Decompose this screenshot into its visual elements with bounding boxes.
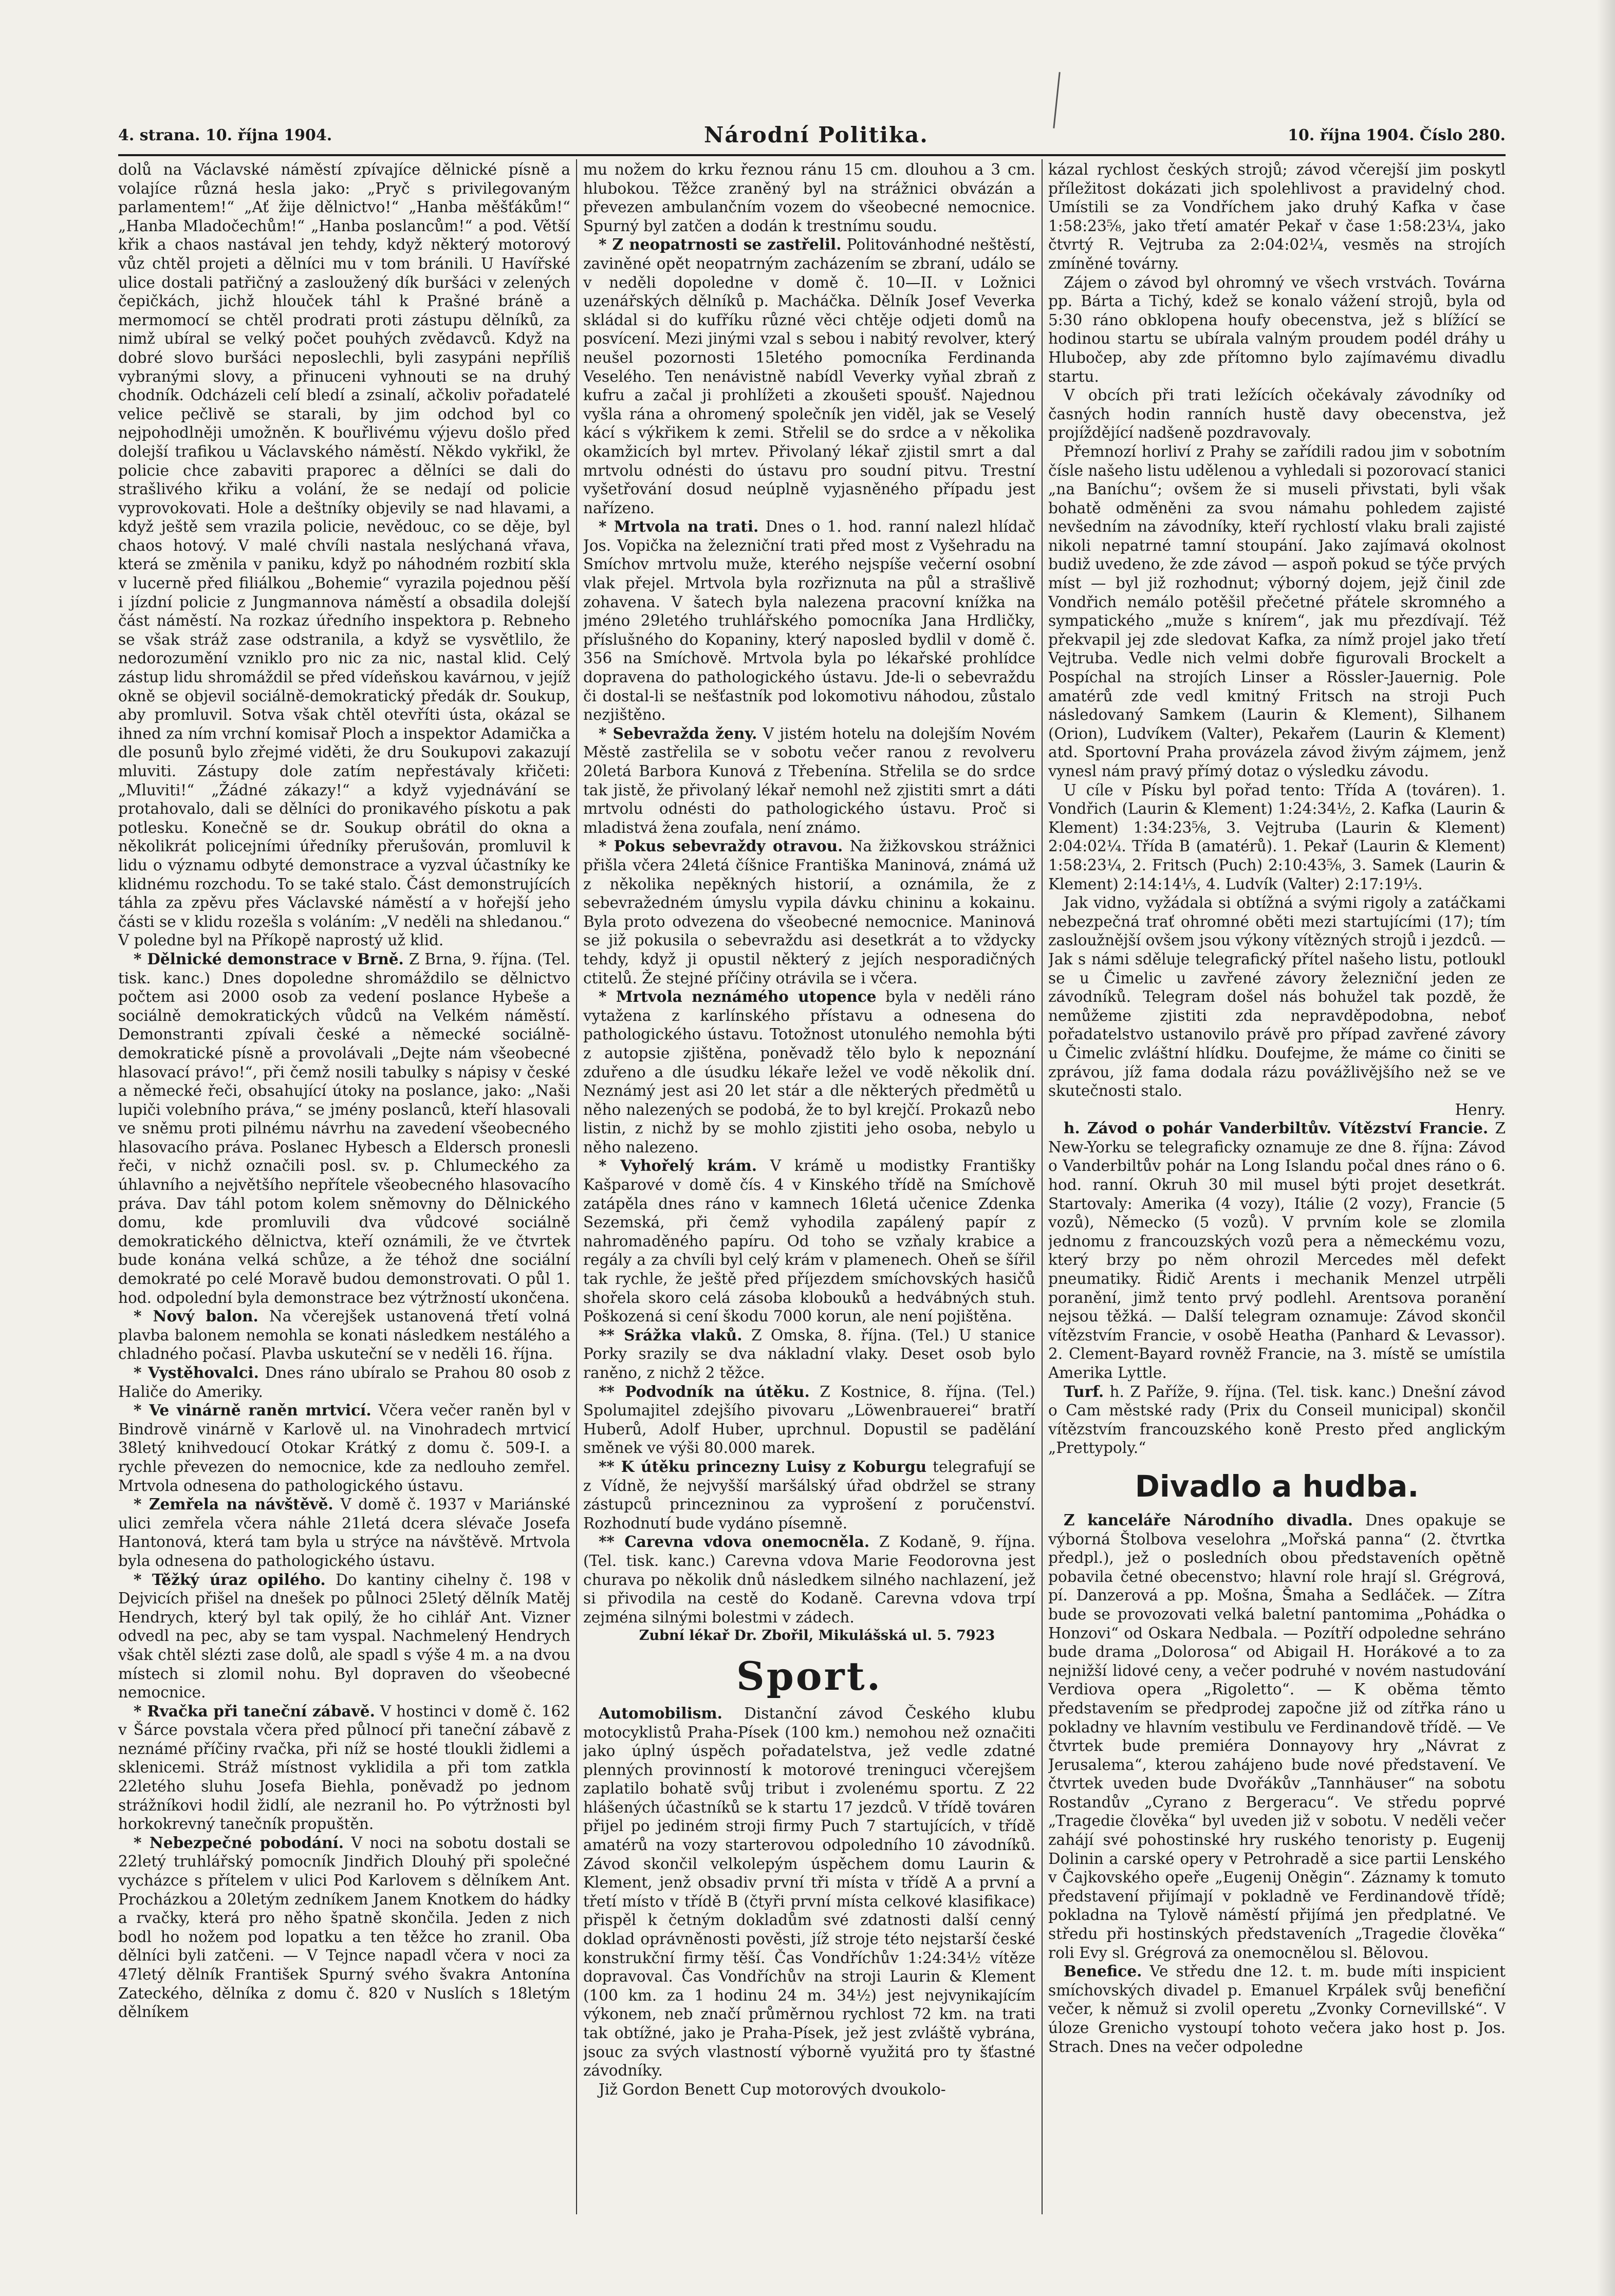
article-paragraph: kázal rychlost českých strojů; závod včerejší jim poskytl příležitost dokázati jich spolehlivost a pravidelný chod. Umístili se za Vondříchem jako druhý Kafka v čase 1:58:23⅝, jako třetí amatér Pekař v čase 1:58:23¼, jako čtvrtý R. Vejtruba za 2:04:02¼, vesměs na strojích zmíněné továrny. (1048, 161, 1506, 272)
news-item (1048, 1119, 1506, 1382)
news-item-title: Z kanceláře Národního divadla. (1064, 1510, 1353, 1529)
news-item (583, 1326, 1035, 1383)
page-gutter-shadow (1597, 0, 1615, 2296)
news-item-body: V noci na sobotu dostali se 22letý truhlářský pomocník Jindřich Dlouhý při společné vycházce s přítelem v ulici Pod Karlovem s dělníkem Ant. Procházkou a 20letým zedníkem Janem Knotkem do hádky a rvačky, která pro něho špatně skončila. Jeden z nich bodl ho nožem pod lopatku a ten těžce ho zranil. Oba dělníci byli zatčeni. — V Tejnce napadl včera v noci za 47letý dělník František Spurný svého švakra Antonína Zateckého, dělníka z domu č. 820 v Nuslích s 18letým dělníkem (118, 1834, 570, 2021)
news-item-body: Do kantiny cihelny č. 198 v Dejvicích přišel na dnešek po půlnoci 25letý dělník Matěj Hendrych, který byl tak opilý, že ho cihlář Ant. Vizner odvedl na pec, aby se tam vyspal. Nachmelený Hendrych však chtěl slézti zase dolů, ale spadl s výše 4 m. a na dvou místech si zlomil nohu. Byl dopraven do všeobecné nemocnice. (118, 1571, 570, 1702)
news-item (583, 1383, 1035, 1458)
news-item-body: Z Kostnice, 8. října. (Tel.) Spolumajitel zdejšího pivovaru „Löwenbrauerei“ bratří Huberů, Adolf Huber, uprchnul. Dopustil se padělání směnek ve výši 80.000 marek. (583, 1383, 1035, 1457)
news-item-title: h. Závod o pohár Vanderbiltův. Vítězství Francie. (1064, 1119, 1489, 1137)
header-issue-number: 10. října 1904. Číslo 280. (1288, 126, 1506, 144)
news-item (583, 1704, 1035, 2080)
news-item (118, 1495, 570, 1570)
news-item-body: Politovánhodné neštěstí, zaviněné opět neopatrným zacházením se zbraní, událo se v neděli dopoledne v domě č. 10—II. v Ložnici uzenářských dělníků p. Macháčka. Dělník Josef Veverka skládal si do kufříku různé věci chtěje odjeti domů na posvícení. Mezi jinými vzal s sebou i nabitý revolver, který neušel pozornosti 15letého pomocníka Ferdinanda Veselého. Ten nenávistně nabídl Veverky vyňal zbraň z kufru a začal ji prohlížeti a zkoušeti spoušť. Najednou vyšla rána a ohromený společník jen viděl, jak se Veselý kácí s výkřikem k zemi. Střelil se do srdce a v několika okamžicích byl mrtev. Přivolaný lékař zjistil smrt a dal mrtvolu odnésti do ústavu pro soudní pitvu. Trestní vyšetřování dosud neúplně vyjasněného případu jest nařízeno. (583, 236, 1035, 517)
news-item (583, 1458, 1035, 1533)
news-item (583, 1156, 1035, 1326)
header-rule (118, 154, 1506, 156)
news-item (583, 987, 1035, 1156)
news-item (1048, 1511, 1506, 1962)
news-item-body: Na žižkovskou strážnici přišla včera 24letá číšnice Františka Maninová, známá už z několika nepěkných historií, a oznámila, že z sebevražedném úmyslu vypila dávku chininu a kokainu. Byla proto odvezena do všeobecné nemocnice. Maninová se již pokusila o sebevraždu asi desetkrát a to vždycky tehdy, když ji opustil některý z jejích nesporadičných ctitelů. Že stejné příčiny otrávila se i včera. (583, 837, 1035, 987)
news-item (583, 1533, 1035, 1627)
news-item (118, 1702, 570, 1834)
news-item (583, 235, 1035, 517)
news-item-body: h. Z Paříže, 9. října. (Tel. tisk. kanc.) Dnešní závod o Cam městské rady (Prix du Conseil municipal) skončil vítězstvím francouzského koně Presto před anglickým „Prettypoly.“ (1048, 1383, 1506, 1457)
news-item (583, 724, 1035, 837)
news-item (118, 1307, 570, 1364)
news-item-title: * Zemřela na návštěvě. (134, 1495, 333, 1514)
article-paragraph: Zájem o závod byl ohromný ve všech vrstvách. Továrna pp. Bárta a Tichý, kdež se konalo vážení strojů, byla od 5:30 ráno obklopena houfy obecenstva, jež s blížící se hodinou startu se ubírala valným proudem podél dráhy u Hlubočep, aby zde přítomno bylo zajímavému divadlu startu. (1048, 273, 1506, 385)
news-item-title: * Vyhořelý krám. (599, 1156, 757, 1175)
article-paragraph: Již Gordon Benett Cup motorových dvoukolo- (599, 2080, 946, 2098)
news-item-title: * Vystěhovalci. (134, 1364, 259, 1382)
article-paragraph: mu nožem do krku řeznou ránu 15 cm. dlouhou a 3 cm. hlubokou. Těžce zraněný byl na strážnici obvázán a převezen ambulančním vozem do všeobecné nemocnice. Spurný byl zatčen a dodán k trestnímu soudu. (583, 161, 1035, 235)
news-item-body: Dnes opakuje se výborná Štolbova veselohra „Mořská panna“ (2. čtvrtka předpl.), jež o posledních obou představeních opětně pobavila četné obecenstvo; hlavní role hrají sl. Grégrová, pí. Danzerová a pp. Mošna, Šmaha a Sedláček. — Zítra bude se provozovati velká baletní pantomima „Pohádka o Honzovi“ od Oskara Nedbala. — Pozítří odpoledne sehráno bude drama „Dolorosa“ od Abigail H. Horákové a to za nejnižší lidové ceny, a večer podruhé v novém nastudování Verdiova opera „Rigoletto“. — K oběma těmto představením se předprodej započne již od zítřka ráno u pokladny ve hlavním vestibulu ve Ferdinandově třídě. — Ve čtvrtek bude premiéra Donnayovy hry „Návrat z Jerusalema“, kterou zahájeno bude nové představení. Ve čtvrtek uveden bude Dvořákův „Tannhäuser“ na sobotu Rostandův „Cyrano z Bergeracu“. Ve středu poprvé „Tragedie člověka“ byl uveden již v sobotu. V neděli večer zahájí své pohostinské hry ruského tenoristy p. Eugenij Dolinin a carské opery v Petrohradě a sice partii Lenského v Čajkovského opeře „Eugenij Oněgin“. Záznamy k tomuto představení přijímají v pokladně ve Ferdinandově třídě; pokladna na Tylově náměstí přijímá jen předplatné. Ve středu při hostinských představeních „Tragedie člověka“ roli Evy sl. Grégrová za onemocnělou sl. Bělovou. (1048, 1511, 1506, 1962)
news-item-title: * Sebevražda ženy. (599, 724, 757, 742)
column-3 (1048, 160, 1506, 2220)
news-item-title: * Dělnické demonstrace v Brně. (134, 949, 404, 968)
article-paragraph: Jak vidno, vyžádala si obtížná a svými rigoly a zatáčkami nebezpečná trať ohromné oběti mezi startujícími (17); tím zasloužnější ovšem jsou výkony vítězných strojů i jezdců. — Jak s námi sděluje telegrafický přítel našeho listu, potloukl se u Čimelic u zavřené závory železniční jeden ze závodníků. Telegram došel nás bohužel tak pozdě, že nemůžeme zjistiti zda nepravděpodobna, neboť pořadatelstvo ustanovilo právě pro případ zavřené závory u Čimelic zvláštní hlídku. Doufejme, že máme co činiti se zprávou, jíž fama dodala rázu povážlivějšího než se ve skutečnosti stalo. (1048, 894, 1506, 1100)
news-item (118, 950, 570, 1307)
news-item-title: * Těžký úraz opilého. (134, 1570, 326, 1589)
news-item (1048, 1383, 1506, 1458)
news-item-body: V krámě u modistky Františky Kašparové v domě čís. 4 v Kinského třídě na Smíchově zatápěla dnes ráno v kamnech 16letá učenice Zdenka Sezemská, při čemž vyhodila zapálený papír z nahromaděného papíru. Od toho se vzňaly krabice a regály a za chvíli byl celý krám v plamenech. Oheň se šířil tak rychle, že ještě před příjezdem smíchovských hasičů shořela skoro celá zásoba klobouků a hedvábných stuh. Poškozená si cení škodu 7000 korun, ale není pojištěna. (583, 1157, 1035, 1326)
news-item-title: ** Srážka vlaků. (599, 1326, 742, 1344)
column-1 (118, 160, 570, 2220)
news-item (1048, 1962, 1506, 2056)
news-item-title: * Mrtvola na trati. (599, 517, 759, 536)
news-item-body: Dnes o 1. hod. ranní nalezl hlídač Jos. Vopička na železniční trati před most z Vyšehradu na Smíchov mrtvolu muže, kterého nejspíše večerní osobní vlak přejel. Mrtvola byla rozřiznuta na půl a strašlivě zohavena. V šatech byla nalezena pracovní knížka na jméno 29letého truhlářského pomocníka Jana Hrdličky, příslušného do Kopaniny, který naposled bydlil v domě č. 356 na Smíchově. Mrtvola byla po lékařské prohlídce dopravena do pathologického ústavu. Jde-li o sebevraždu či dostal-li se nešťastník pod lokomotivu náhodou, zůstalo nezjištěno. (583, 518, 1035, 724)
news-item (583, 837, 1035, 987)
news-item-body: telegrafují se z Vídně, že nejvyšší maršálský úřad obdržel se strany zástupců princezninou za vyprošení z poručenství. Rozhodnutí bude vydáno písemně. (583, 1458, 1035, 1532)
news-item (118, 1834, 570, 2022)
news-item-title: * Nový balon. (134, 1307, 258, 1326)
news-item-title: ** Carevna vdova onemocněla. (599, 1533, 870, 1551)
news-item-body: Z Omska, 8. října. (Tel.) U stanice Porky srazily se dva nákladní vlaky. Deset osob bylo raněno, z nichž 2 těžce. (583, 1326, 1035, 1382)
news-item-body: V domě č. 1937 v Mariánské ulici zemřela včera náhle 21letá dcera slévače Josefa Hantonová, která tam byla u strýce na návštěvě. Mrtvola byla odnesena do pathologického ústavu. (118, 1496, 570, 1570)
news-item-body: Ve středu dne 12. t. m. bude míti inspicient smíchovských divadel p. Emanuel Krpálek svůj benefiční večer, k němuž si zvolil operetu „Zvonky Cornevillské“. V úloze Grenicho vystoupí tohoto večera jako host p. Jos. Strach. Dnes na večer odpoledne (1048, 1963, 1506, 2056)
news-item-body: Na včerejšek ustanovená třetí volná plavba balonem nemohla se konati následkem nestálého a chladného počasí. Plavba uskuteční se v neděli 16. října. (118, 1308, 570, 1363)
section-title-theatre: Divadlo a hudba. (1135, 1468, 1419, 1504)
news-item-title: * Ve vinárně raněn mrtvicí. (134, 1401, 372, 1420)
section-title-sport: Sport. (736, 1653, 883, 1699)
column-divider (576, 159, 577, 2214)
news-item-body: Z Brna, 9. října. (Tel. tisk. kanc.) Dnes dopoledne shromáždilo se dělnictvo počtem asi 2000 osob za vedení poslance Hybeše a sociálně demokratických vůdců na Velkém náměstí. Demonstranti zpívali české a německé sociálně-demokratické písně a provolávali „Dejte nám všeobecné hlasovací právo!“, při čemž nosili tabulky s nápisy v české a německé řeči, obsahující útoky na poslance, jako: „Naši lupiči volebního práva,“ se jmény poslanců, kteří hlasovali ve sněmu proti pilnému návrhu na zavedení všeobecného hlasovacího práva. Poslanec Hybesch a Eldersch pronesli řeči, v nichž označili posl. sv. p. Chlumeckého za úhlavního a největšího nepřítele všeobecného hlasovacího práva. Dav táhl potom kolem sněmovny do Dělnického domu, kde promluvili dva vůdcové sociálně demokratického dělnictva, kteří oznámili, že ve čtvrtek bude konána velká schůze, a že téhož dne sociální demokraté po celé Moravě budou demonstrovati. O půl 1. hod. odpolední byla demonstrace bez výtržností ukončena. (118, 950, 570, 1306)
news-item-body: Dnes ráno ubíralo se Prahou 80 osob z Haliče do Ameriky. (118, 1364, 570, 1401)
news-item-title: ** K útěku princezny Luisy z Koburgu (599, 1457, 927, 1476)
news-item-body: V jistém hotelu na dolejším Novém Městě zastřelila se v sobotu večer ranou z revolveru 20letá Barbora Kunová z Třebenína. Střelila se do srdce tak jistě, že přivolaný lékař nemohl než zjistiti smrt a dáti mrtvolu odnésti do pathologického ústavu. Proč si mladistvá žena zoufala, není známo. (583, 724, 1035, 836)
news-item-body: byla v neděli ráno vytažena z karlínského přístavu a odnesena do pathologického ústavu. Totožnost utonulého nemohla býti z autopsie zjištěna, poněvadž tělo bylo k nepoznání zduřeno a dle úsudku lékaře ležel ve vodě několik dní. Neznámý jest asi 20 let stár a dle některých předmětů u něho nalezených se podobá, že to byl krejčí. Prokazů nebo listin, z nichž by se mohlo zjistiti jeho osoba, nebylo u něho nalezeno. (583, 988, 1035, 1156)
news-item-body: Z New-Yorku se telegraficky oznamuje ze dne 8. října: Závod o Vanderbiltův pohár na Long Islandu počal dnes ráno o 6. hod. ranní. Okruh 30 mil musel býti projet desetkrát. Startovaly: Amerika (4 vozy), Itálie (2 vozy), Francie (5 vozů), Německo (5 vozů). V prvním kole se zlomila jednomu z francouzských vozů pera a německému vozu, který brzy po něm ohrozil Mercedes měl defekt pneumatiky. Řidič Arents i mechanik Menzel utrpěli poranění, jimž tento prvý podlehl. Arentsova poranění nejsou těžká. — Další telegram oznamuje: Závod skončil vítězstvím Francie, v osobě Heatha (Panhard & Levassor). 2. Clement-Bayard rovněž Francie, na 3. místě se umístila Amerika Lyttle. (1048, 1119, 1506, 1382)
news-item-title: * Rvačka při taneční zábavě. (134, 1702, 375, 1720)
pencil-mark (1053, 72, 1060, 128)
news-item (583, 517, 1035, 724)
news-item-body: V hostinci v domě č. 162 v Šárce povstala včera před půlnocí při taneční zábavě z neznámé příčiny rvačka, při níž se hosté tloukli židlemi a sklenicemi. Stráž místnost vyklidila a při tom zatkla 22letého sluhu Josefa Biehla, poněvadž po jednom strážníkovi hodil židlí, ale nezranil ho. Po výtržnosti byl horkokrevný tanečník propuštěn. (118, 1702, 570, 1833)
news-item-title: Benefice. (1064, 1962, 1142, 1981)
article-paragraph: V obcích při trati ležících očekávaly závodníky od časných hodin ranních hustě davy obecenstva, jež projíždějící nadšeně pozdravovaly. (1048, 386, 1506, 442)
news-item-title: ** Podvodník na útěku. (599, 1382, 810, 1401)
news-item (118, 1571, 570, 1702)
news-item-title: * Z neopatrnosti se zastřelil. (599, 235, 842, 254)
advertisement: Zubní lékař Dr. Zbořil, Mikulášská ul. 5. 7923 (639, 1628, 995, 1644)
news-item-title: Automobilism. (599, 1704, 722, 1722)
column-2 (583, 160, 1035, 2220)
news-item-title: * Nebezpečné pobodání. (134, 1833, 344, 1852)
news-item-body: Z Kodaně, 9. října. (Tel. tisk. kanc.) Carevna vdova Marie Feodorovna jest churava po několik dnů následkem silného nachlazení, jež si přivodila na cestě do Kodaně. Carevna vdova trpí zejména silnými bolestmi v zádech. (583, 1533, 1035, 1626)
article-paragraph: dolů na Václavské náměstí zpívajíce dělnické písně a volajíce různá hesla jako: „Pryč s privilegovaným parlamentem!“ „Ať žije dělnictvo!“ „Hanba měšťákům!“ „Hanba Mladočechům!“ „Hanba poslancům!“ a pod. Větší křik a chaos nastával jen tehdy, když některý motorový vůz chtěl projeti a dělníci mu v tom bránili. U Havířské ulice dostali patřičný a zasloužený dík buršáci v zelených čepičkách, jichž hlouček táhl k Prašné bráně a mermomocí se chtěl prodrati proti zástupu dělníků, za nimž ubíral se velký počet pouhých zvědavců. Když na dobré slovo buršáci neposlechli, byli zasypáni nepříliš vybranými slovy, a přinuceni vyhnouti se na druhý chodník. Odcházeli celí bledí a zsinalí, ačkoliv pořadatelé velice pečlivě se starali, by jim odchod byl co nejpohodlněji umožněn. K bouřlivému výjevu došlo před dolejší trafikou u Václavského náměstí. Někdo vykřikl, že policie chce zabaviti praporec a dělníci se dali do strašlivého křiku a volání, že se nedají od policie vyprovokovati. Hole a deštníky objevily se nad hlavami, a když ještě sem vrazila policie, nevědouc, co se děje, byl chaos hotový. V malé chvíli nastala neslýchaná vřava, která se změnila v paniku, když po náhodném rozbití skla v lucerně před filiálkou „Bohemie“ vyrazila pojednou pěší i jízdní policie z Jungmannova náměstí a obsadila dolejší část náměstí. Na rozkaz úředního inspektora p. Rebneho se však stráž zase odstranila, a když se vysvětlilo, že nedorozumění vzniklo pro nic za nic, nastal klid. Celý zástup lidu shromáždil se před vídeňskou kavárnou, v jejíž okně se objevil sociálně-demokratický předák dr. Soukup, aby promluvil. Sotva však chtěl otevříti ústa, okázal se ihned za ním vrchní komisař Ploch a inspektor Adamička a dle posunů bylo zřejmé viděti, že dru Soukupovi zakazují mluviti. Zástupy dole zatím nepřestávaly křičeti: „Mluviti!“ „Žádné zákazy!“ a když vyjednávání se protahovalo, dali se dělníci do pronikavého pískotu a pak potlesku. Konečně se dr. Soukup obrátil do okna a několikrát policejními úředníky přerušován, promluvil k lidu o významu odbyté demonstrace a vyzval účastníky ke klidnému rozchodu. To se také stalo. Část demonstrujících táhla za zpěvu přes Václavské náměstí a v hořejší jeho části se v klidu rozešla s voláním: „V neděli na shledanou.“ V poledne byl na Příkopě naprostý už klid. (118, 161, 570, 949)
news-item-body: Distanční závod Českého klubu motocyklistů Praha-Písek (100 km.) nemohou než označiti jako úplný úspěch pořadatelstva, jež vedle zdatné plenných provinností k motorové treninguci včerejšem zaplatilo bohatě svůj tribut i zvolenému sportu. Z 22 hlášených účastníků se k startu 17 jezdců. V třídě továren přijel po jediném stroji firmy Puch 7 startujících, v třídě amatérů na vozy starterovou odpoledního 10 závodníků. Závod skončil velkolepým úspěchem domu Laurin & Klement, jenž obsadiv první tři místa v třídě A a první a třetí místo v třídě B (čtyři první místa celkové klasifikace) přispěl k četným dokladům své zdatnosti další cenný doklad oprávněnosti pověsti, jíž stroje této nejstarší české konstrukční firmy těší. Čas Vondříchův 1:24:34½ vítěze dopravoval. Čas Vondříchův na stroji Laurin & Klement (100 km. za 1 hodinu 24 m. 34½) jest nejvynikajícím výkonem, neb značí průměrnou rychlost 72 km. na trati tak obtížné, jako je Praha-Písek, jež jest zvláště vybrána, jsouc za svých vlastností výborně využitá pro ty šťastné závodníky. (583, 1704, 1035, 2080)
header-page-date: 4. strana. 10. října 1904. (118, 126, 332, 144)
author-signature: Henry. (1455, 1100, 1506, 1118)
news-item-title: * Pokus sebevraždy otravou. (599, 837, 843, 855)
news-item (118, 1401, 570, 1495)
article-paragraph: Přemnozí horliví z Prahy se zařídili radou jim v sobotním čísle našeho listu udělenou a vyhledali si pozorovací stanici „na Baníchu“; ovšem že si museli přivstati, byli však bohatě odměněni za svou námahu pohledem zajisté nevšedním na závodníky, kteří rychlostí vlaku brali zajisté nikoli nepatrné tamní stoupání. Jako zajímavá okolnost budiž uvedeno, že zde závod — aspoň pokud se týče prvých míst — byl již rozhodnut; výborný dojem, jejž činil zde Vondřich nemálo potěšil přečetné přátele skromného a sympatického „muže s knírem“, jak mu přezdívají. Též překvapil jej zde sledovat Kafka, za nímž projel jako třetí Vejtruba. Vedle nich velmi dobře figurovali Brockelt a Pospíchal na strojích Linser a Rössler-Jauernig. Pole amatérů zde vedl kmitný Fritsch na stroji Puch následovaný Samkem (Laurin & Klement), Silhanem (Orion), Ludvíkem (Valter), Pekařem (Laurin & Klement) atd. Sportovní Praha provázela závod živým zájmem, jenž vynesl nám pravý přímý dotaz o výsledku závodu. (1048, 442, 1506, 780)
news-item-body: Včera večer raněn byl v Bindrově vinárně v Karlově ul. na Vinohradech mrtvicí 38letý knihvedoucí Otokar Krátký z domu č. 509-I. a rychle převezen do nemocnice, kde za nedlouho zemřel. Mrtvola odnesena do pathologického ústavu. (118, 1402, 570, 1495)
page-header (118, 122, 1506, 152)
news-item-title: * Mrtvola neznámého utopence (599, 987, 877, 1006)
news-item (118, 1364, 570, 1401)
column-divider (1042, 159, 1043, 2214)
race-results: U cíle v Písku byl pořad tento: Třída A (továren). 1. Vondřich (Laurin & Klement) 1:24:34½, 2. Kafka (Laurin & Klement) 1:34:23⅝, 3. Vejtruba (Laurin & Klement) 2:04:02¼. Třída B (amatérů). 1. Pekař (Laurin & Klement) 1:58:23¼, 2. Fritsch (Puch) 2:10:43⅝, 3. Samek (Laurin & Klement) 2:14:14⅓, 4. Ludvík (Valter) 2:17:19⅓. (1048, 781, 1506, 893)
masthead-title: Národní Politika. (704, 122, 929, 147)
news-item-title: Turf. (1064, 1382, 1104, 1401)
